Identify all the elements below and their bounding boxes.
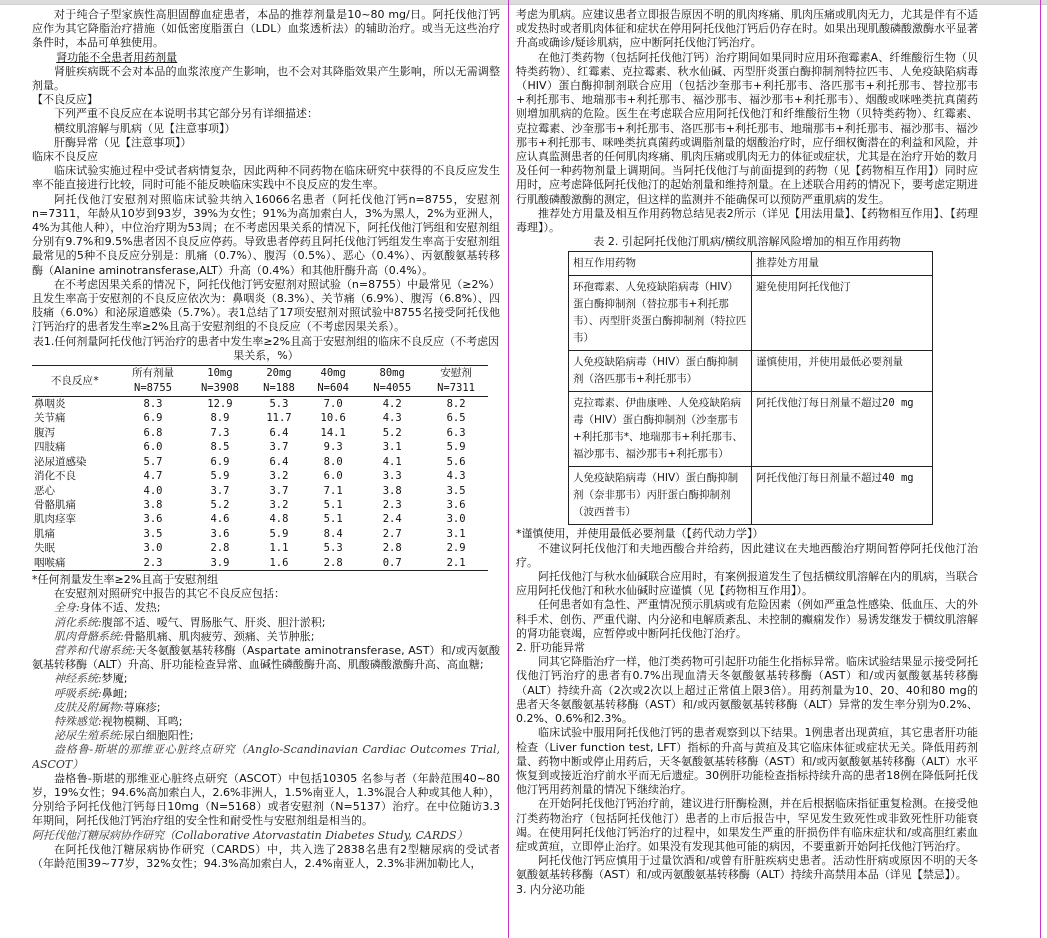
adverse-item-liver: 肝酶异常（见【注意事项】） <box>54 135 192 149</box>
table1-value: 5.9 <box>210 470 230 483</box>
table1-value: 5.9 <box>446 441 466 454</box>
table1-value: 3.2 <box>269 498 289 511</box>
table2-interactions <box>568 251 933 525</box>
table1-value: 4.7 <box>143 470 163 483</box>
system-text: 身体不适、发热; <box>79 601 161 615</box>
table2-drug-cell: 环孢霉素、人免疫缺陷病毒（HIV）蛋白酶抑制剂（替拉那韦+利托那韦）、丙型肝炎蛋白酶抑制剂（特拉匹韦） <box>569 276 752 351</box>
system-label: 神经系统: <box>54 672 102 686</box>
table1-value: 3.6 <box>446 498 466 511</box>
table1-value: 5.1 <box>323 498 343 511</box>
table1-subheader-cell: N=188 <box>252 381 306 397</box>
table2-dose-cell: 阿托伐他汀每日剂量不超过20 mg <box>752 392 933 467</box>
table1-value: 8.5 <box>210 441 230 454</box>
table1-value: 2.7 <box>382 527 402 540</box>
table1-subheader-cell: N=4055 <box>360 381 424 397</box>
colchicine-paragraph: 阿托伐他汀与秋水仙碱联合应用时，有案例报道发生了包括横纹肌溶解在内的肌病，当联合应用阿托伐他汀和秋水仙碱时应谨慎（见【药物相互作用】）。 <box>516 570 978 598</box>
table1-value: 3.7 <box>269 441 289 454</box>
table2-drug-cell: 人免疫缺陷病毒（HIV）蛋白酶抑制剂（洛匹那韦+利托那韦） <box>569 351 752 392</box>
system-text: 腹部不适、嗳气、胃肠胀气、肝炎、胆汁淤积; <box>101 615 326 629</box>
system-general <box>32 601 500 615</box>
clinical-paragraph-3: 在不考虑因果关系的情况下，阿托伐他汀钙安慰剂对照试验（n=8755）中最常见（≥2%）且发生率高于安慰剂的不良反应依次为：鼻咽炎（8.3%）、关节痛（6.9%）、腹泻（6.8%）、四肢痛（6.0%）和泌尿道感染（5.7%）。表1总结了17项安慰剂对照试验中8755名接受阿托伐他汀钙治疗的患者发生率≥2%且高于安慰剂组的不良反应（不考虑因果关系）。 <box>32 277 500 334</box>
table1-value: 1.6 <box>252 556 306 571</box>
table1-value: 5.9 <box>269 527 289 540</box>
table1-value: 7.1 <box>323 484 343 497</box>
table1-value: 6.0 <box>323 470 343 483</box>
right-column <box>516 8 978 938</box>
table1-body <box>32 397 488 571</box>
table-row <box>32 397 488 412</box>
system-special-senses <box>32 715 500 729</box>
system-label: 营养和代谢系统: <box>54 643 136 657</box>
table1-value: 11.7 <box>266 412 292 425</box>
table1-value: 5.3 <box>323 542 343 555</box>
table-row <box>32 484 488 498</box>
system-label: 泌尿生殖系统: <box>54 729 124 743</box>
system-nervous <box>32 672 500 686</box>
system-text: 荨麻疹; <box>123 700 161 714</box>
table1-header-cell: 安慰剂 <box>424 366 488 382</box>
table2-footnote: *谨慎使用，并使用最低必要剂量（【药代动力学】） <box>516 527 764 541</box>
table2-drug-cell: 人免疫缺陷病毒（HIV）蛋白酶抑制剂（奈非那韦）丙肝蛋白酶抑制剂（波西普韦） <box>569 467 752 525</box>
table1-value: 3.0 <box>143 542 163 555</box>
table1-footnote: *任何剂量发生率≥2%且高于安慰剂组 <box>32 572 219 586</box>
table1-header-cell: 10mg <box>188 366 252 382</box>
table1-reaction-name: 肌痛 <box>34 527 55 540</box>
system-respiratory <box>32 687 500 701</box>
liver-paragraph-2: 临床试验中服用阿托伐他汀钙的患者观察到以下结果。1例患者出现黄疸，其它患者肝功能检查（Liver function test, LFT）指标的升高与黄疸及其它临床体征或症状无关。降低用药剂量、药物中断或停止用药后，天冬氨酸氨基转移酶（AST）和/或丙氨酸氨基转移酶（ALT）水平恢复到或接近治疗前水平而无后遗症。30例肝功能检查指标持续升高的患者18例在降低阿托伐他汀钙用药剂量的情况下继续治疗。 <box>516 726 978 797</box>
table-row <box>32 426 488 440</box>
system-text: 天冬氨酸氨基转移酶（Aspartate aminotransferase, AST）和/或丙氨酸氨基转移酶（ALT）升高、肝功能检查异常、血碱性磷酸酶升高、肌酸磷酸激酶升高、高血糖; <box>32 643 500 672</box>
table1-value: 3.7 <box>269 484 289 497</box>
table-row <box>32 556 488 571</box>
system-text: 骨骼肌痛、肌肉疲劳、颈痛、关节肿胀; <box>123 629 315 643</box>
table1-value: 6.5 <box>446 412 466 425</box>
table1-reaction-name: 关节痛 <box>34 412 66 425</box>
system-skin <box>32 701 500 715</box>
table1-value: 3.5 <box>446 484 466 497</box>
table1-value: 5.3 <box>269 398 289 411</box>
interaction-paragraph: 在他汀类药物（包括阿托伐他汀钙）治疗期间如果同时应用环孢霉素A、纤维酸衍生物（贝特类药物）、红霉素、克拉霉素、秋水仙碱、丙型肝炎蛋白酶抑制剂特拉匹韦、人免疫缺陷病毒（HIV）蛋白酶抑制剂联合应用（包括沙奎那韦+利托那韦、洛匹那韦+利托那韦、替拉那韦+利托那韦、地瑞那韦+利托那韦、福沙那韦、福沙那韦+利托那韦）、烟酸或咪唑类抗真菌药则增加肌病的危险。医生在考虑联合应用阿托伐他汀和纤维酸衍生物（贝特类药物）、红霉素、克拉霉素、沙奎那韦+利托那韦、洛匹那韦+利托那韦、地瑞那韦+利托那韦、福沙那韦、福沙那韦+利托那韦、咪唑类抗真菌药或调脂剂量的烟酸治疗时，应仔细权衡潜在的利益和风险，并应认真监测患者的任何肌肉疼痛、肌肉压痛或肌肉无力的体征或症状，尤其是在治疗开始的数月及任何一种药物剂量上调期间。当阿托伐他汀与前面提到的药物（见【药物相互作用】）同时应用时，应考虑降低阿托伐他汀的起始剂量和维持剂量。在上述联合用药的情况下，要考虑定期进行肌酸磷酸激酶的测定，但这样的监测并不能确保可以预防严重肌病的发生。 <box>516 50 978 206</box>
table1-header-cell: 20mg <box>252 366 306 382</box>
table1-value: 6.4 <box>269 455 289 468</box>
table1-value: 3.1 <box>446 527 466 540</box>
table1-header-cell: 40mg <box>306 366 360 382</box>
table1-header-cell: 80mg <box>360 366 424 382</box>
system-label: 肌肉骨骼系统: <box>54 629 124 643</box>
table1-value: 2.4 <box>382 513 402 526</box>
system-label: 呼吸系统: <box>54 686 102 700</box>
table1-reaction-name: 泌尿道感染 <box>34 455 87 468</box>
table1-value: 3.8 <box>143 498 163 511</box>
table1-value: 4.8 <box>269 513 289 526</box>
table1-value: 2.3 <box>118 556 188 571</box>
table1-value: 3.2 <box>269 470 289 483</box>
table2-caption: 表 2. 引起阿托伐他汀肌病/横纹肌溶解风险增加的相互作用药物 <box>593 235 901 249</box>
section-endocrine-title: 3. 内分泌功能 <box>516 882 585 896</box>
table-row <box>32 440 488 454</box>
risk-factor-paragraph: 任何患者如有急性、严重情况预示肌病或有危险因素（例如严重急性感染、低血压、大的外科手术、创伤、严重代谢、内分泌和电解质紊乱、未控制的癫痫发作）易诱发继发于横纹肌溶解的肾功能衰竭，应暂停或中断阿托伐他汀治疗。 <box>516 598 978 640</box>
system-label: 消化系统: <box>54 615 102 629</box>
table1-reaction-name: 鼻咽炎 <box>34 398 66 411</box>
system-text: 梦魇; <box>101 672 128 686</box>
system-urogenital <box>32 729 500 743</box>
table1-header-cell: 不良反应* <box>32 366 118 397</box>
table1-value: 4.1 <box>382 455 402 468</box>
table1-value: 14.1 <box>320 426 346 439</box>
system-text: 鼻衄; <box>101 686 128 700</box>
table-row <box>32 541 488 555</box>
clinical-adverse-heading: 临床不良反应 <box>32 150 98 164</box>
table2-drug-cell: 克拉霉素、伊曲康唑、人免疫缺陷病毒（HIV）蛋白酶抑制剂（沙奎那韦+利托那韦*、地瑞那韦+利托那韦、福沙那韦、福沙那韦+利托那韦） <box>569 392 752 467</box>
system-label: 特殊感觉: <box>54 714 102 728</box>
table1-adverse-reactions <box>32 365 488 571</box>
table1-reaction-name: 骨骼肌痛 <box>34 498 76 511</box>
table1-value: 2.1 <box>424 556 488 571</box>
table1-value: 2.8 <box>210 542 230 555</box>
ascot-text: 盎格鲁-斯堪的那维亚心脏终点研究（ASCOT）中包括10305 名参与者（年龄范围40~80岁，19%女性；94.6%高加索白人，2.6%非洲人，1.5%南亚人，1.3%混合人种或其他人种），分别给予阿托伐他汀钙每日10mg（N=5168）或者安慰剂（N=5137）治疗。在中位随访3.3 年期间，阿托伐他汀钙治疗组的安全性和耐受性与安慰剂组是相当的。 <box>32 771 500 828</box>
table1-value: 3.0 <box>446 513 466 526</box>
liver-paragraph-3: 在开始阿托伐他汀钙治疗前，建议进行肝酶检测，并在后根据临床指征重复检测。在接受他汀类药物治疗（包括阿托伐他汀）患者的上市后报告中，罕见发生致死性或非致死性肝功能衰竭。在使用阿托伐他汀钙治疗的过程中，如果发生严重的肝损伤伴有临床症状和/或高胆红素血症或黄疸，立即停止治疗。如果没有发现其他可能的病因，不要重新开始阿托伐他汀钙治疗。 <box>516 797 978 853</box>
table2-header-dose: 推荐处方用量 <box>752 252 933 276</box>
table1-value: 5.6 <box>446 455 466 468</box>
table-row <box>32 411 488 425</box>
system-musculoskeletal <box>32 630 500 644</box>
system-metabolic <box>32 644 500 672</box>
system-digestive <box>32 616 500 630</box>
table1-value: 6.0 <box>143 441 163 454</box>
system-text: 视物模糊、耳鸣; <box>101 714 183 728</box>
table1-value: 3.9 <box>188 556 252 571</box>
table1-value: 6.3 <box>446 426 466 439</box>
table1-subheader-cell: N=3908 <box>188 381 252 397</box>
dosage-paragraph: 对于纯合子型家族性高胆固醇血症患者，本品的推荐剂量是10~80 mg/日。阿托伐他汀钙应作为其它降脂治疗措施（如低密度脂蛋白（LDL）血浆透析法）的辅助治疗。或当无这些治疗条件时，本品可单独使用。 <box>32 8 500 50</box>
adverse-item-myopathy: 横纹肌溶解与肌病（见【注意事项】） <box>54 121 236 135</box>
page-right-border <box>1040 0 1041 938</box>
table1-value: 8.2 <box>446 398 466 411</box>
ascot-title: 盎格鲁-斯堪的那维亚心脏终点研究（Anglo-Scandinavian Cardiac Outcomes Trial, ASCOT） <box>32 743 500 771</box>
adverse-intro: 下列严重不良反应在本说明书其它部分另有详细描述： <box>54 107 318 121</box>
table1-value: 4.6 <box>210 513 230 526</box>
cards-text: 在阿托伐他汀糖尿病协作研究（CARDS）中，共入选了2838名患有2型糖尿病的受试者（年龄范围39~77岁，32%女性；94.3%高加索白人，2.4%南亚人，2.3%非洲加勒比人， <box>32 842 500 871</box>
system-label: 全身: <box>54 601 80 615</box>
table2-dose-cell: 避免使用阿托伐他汀 <box>752 276 933 351</box>
table1-reaction-name: 消化不良 <box>34 470 76 483</box>
table1-subheader-cell: N=8755 <box>118 381 188 397</box>
table1-caption: 表1.任何剂量阿托伐他汀钙治疗的患者中发生率≥2%且高于安慰剂组的临床不良反应（不考虑因果关系，%） <box>32 334 500 362</box>
table1-value: 12.9 <box>207 398 233 411</box>
table1-subheader-cell: N=604 <box>306 381 360 397</box>
liver-paragraph-1: 同其它降脂治疗一样，他汀类药物可引起肝功能生化指标异常。临床试验结果显示接受阿托伐他汀钙治疗的患者有0.7%出现血清天冬氨酸氨基转移酶（AST）和/或丙氨酸氨基转移酶（ALT）持续升高（2次或2次以上超过正常值上限3倍）。用药剂量为10、20、40和80 mg的患者天冬氨酸氨基转移酶（AST）和/或丙氨酸氨基转移酶（ALT）异常的发生率分别为0.2%、0.2%、0.6%和2.3%。 <box>516 655 978 726</box>
clinical-paragraph-1: 临床试验实施过程中受试者病情复杂，因此两种不同药物在临床研究中获得的不良反应发生率不能直接进行比较，同时可能不能反映临床实践中不良反应的发生率。 <box>32 164 500 192</box>
table1-reaction-name: 恶心 <box>34 484 55 497</box>
table1-value: 6.9 <box>143 412 163 425</box>
table1-value: 3.3 <box>382 470 402 483</box>
table1-value: 5.2 <box>210 498 230 511</box>
table1-value: 7.3 <box>210 426 230 439</box>
table2-header-drug: 相互作用药物 <box>569 252 752 276</box>
table-row <box>32 455 488 469</box>
system-text: 尿白细胞阳性; <box>123 729 194 743</box>
table1-value: 2.8 <box>306 556 360 571</box>
table1-value: 2.3 <box>382 498 402 511</box>
table1-value: 6.8 <box>143 426 163 439</box>
table-row <box>32 469 488 483</box>
table-row <box>32 527 488 541</box>
table1-value: 7.0 <box>323 398 343 411</box>
page-divider <box>508 0 509 938</box>
other-reactions-intro: 在安慰剂对照研究中报告的其它不良反应包括： <box>54 587 285 601</box>
table1-reaction-name: 肌肉痉挛 <box>34 513 76 526</box>
table1-value: 8.3 <box>143 398 163 411</box>
table1-value: 9.3 <box>323 441 343 454</box>
table1-value: 4.3 <box>382 412 402 425</box>
renal-dosage-text: 肾脏疾病既不会对本品的血浆浓度产生影响，也不会对其降脂效果产生影响，所以无需调整剂量。 <box>32 64 500 93</box>
adverse-reactions-heading: 【不良反应】 <box>32 93 98 107</box>
table1-value: 3.7 <box>210 484 230 497</box>
table2-dose-cell: 阿托伐他汀每日剂量不超过40 mg <box>752 467 933 525</box>
table1-value: 5.2 <box>382 426 402 439</box>
table1-value: 4.0 <box>143 484 163 497</box>
table1-reaction-name: 失眠 <box>34 542 55 555</box>
cards-title: 阿托伐他汀糖尿病协作研究（Collaborative Atorvastatin Diabetes Study, CARDS） <box>32 828 468 842</box>
table1-value: 8.0 <box>323 455 343 468</box>
table1-value: 4.2 <box>382 398 402 411</box>
table1-value: 3.6 <box>143 513 163 526</box>
table1-value: 6.9 <box>210 455 230 468</box>
window-top-bar <box>0 0 1047 5</box>
table1-value: 3.6 <box>210 527 230 540</box>
table1-value: 1.1 <box>269 542 289 555</box>
table2-dose-cell: 谨慎使用，并使用最低必要剂量 <box>752 351 933 392</box>
fusidic-paragraph: 不建议阿托伐他汀和夫地西酸合并给药，因此建议在夫地西酸治疗期间暂停阿托伐他汀治疗。 <box>516 541 978 569</box>
clinical-paragraph-2: 阿托伐他汀安慰剂对照临床试验共纳入16066名患者（阿托伐他汀钙n=8755，安慰剂n=7311，年龄从10岁到93岁，39%为女性；91%为高加索白人，3%为黑人，2%为亚洲人，4%为其他人种），中位治疗期为53周；在不考虑因果关系的情况下，阿托伐他汀钙组和安慰剂组分别有9.7%和9.5%患者因不良反应停药。导致患者停药且阿托伐他汀钙组发生率高于安慰剂组最常见的5种不良反应分别是：肌痛（0.7%）、腹泻（0.5%）、恶心（0.4%）、丙氨酸氨基转移酶（Alanine aminotransferase,ALT）升高（0.4%）和其他肝酶升高（0.4%）。 <box>32 192 500 277</box>
table1-value: 0.7 <box>360 556 424 571</box>
myopathy-paragraph: 考虑为肌病。应建议患者立即报告原因不明的肌肉疼痛、肌肉压痛或肌肉无力，尤其是伴有不适或发热时或者肌肉体征和症状在停用阿托伐他汀钙后仍存在时。如果出现肌酸磷酸激酶水平显著升高或确诊/疑诊肌病，应中断阿托伐他汀钙治疗。 <box>516 8 978 50</box>
table1-header-cell: 所有剂量 <box>118 366 188 382</box>
table-row <box>32 498 488 512</box>
table1-reaction-name: 咽喉痛 <box>32 556 118 571</box>
table1-subheader-cell: N=7311 <box>424 381 488 397</box>
left-column <box>32 8 500 938</box>
table1-value: 4.3 <box>446 470 466 483</box>
table1-value: 3.1 <box>382 441 402 454</box>
table1-value: 8.9 <box>210 412 230 425</box>
table1-value: 8.4 <box>323 527 343 540</box>
table1-value: 3.8 <box>382 484 402 497</box>
table1-reaction-name: 腹泻 <box>34 426 55 439</box>
table1-value: 5.1 <box>323 513 343 526</box>
table1-value: 2.9 <box>446 542 466 555</box>
table2-reference: 推荐处方用量及相互作用药物总结见表2所示（详见【用法用量】、【药物相互作用】、【药理毒理】）。 <box>516 206 978 235</box>
table1-value: 2.8 <box>382 542 402 555</box>
table1-value: 3.5 <box>143 527 163 540</box>
table1-reaction-name: 四肢痛 <box>34 441 66 454</box>
table1-value: 6.4 <box>269 426 289 439</box>
table1-value: 10.6 <box>320 412 346 425</box>
system-label: 皮肤及附属物: <box>54 700 124 714</box>
section-liver-title: 2. 肝功能异常 <box>516 641 585 655</box>
liver-paragraph-4: 阿托伐他汀钙应慎用于过量饮酒和/或曾有肝脏疾病史患者。活动性肝病或原因不明的天冬氨酸氨基转移酶（AST）和/或丙氨酸氨基转移酶（ALT）持续升高禁用本品（详见【禁忌】）。 <box>516 854 978 882</box>
table-row <box>32 512 488 526</box>
renal-dosage-title: 肾功能不全患者用药剂量 <box>56 50 178 64</box>
table1-value: 5.7 <box>143 455 163 468</box>
